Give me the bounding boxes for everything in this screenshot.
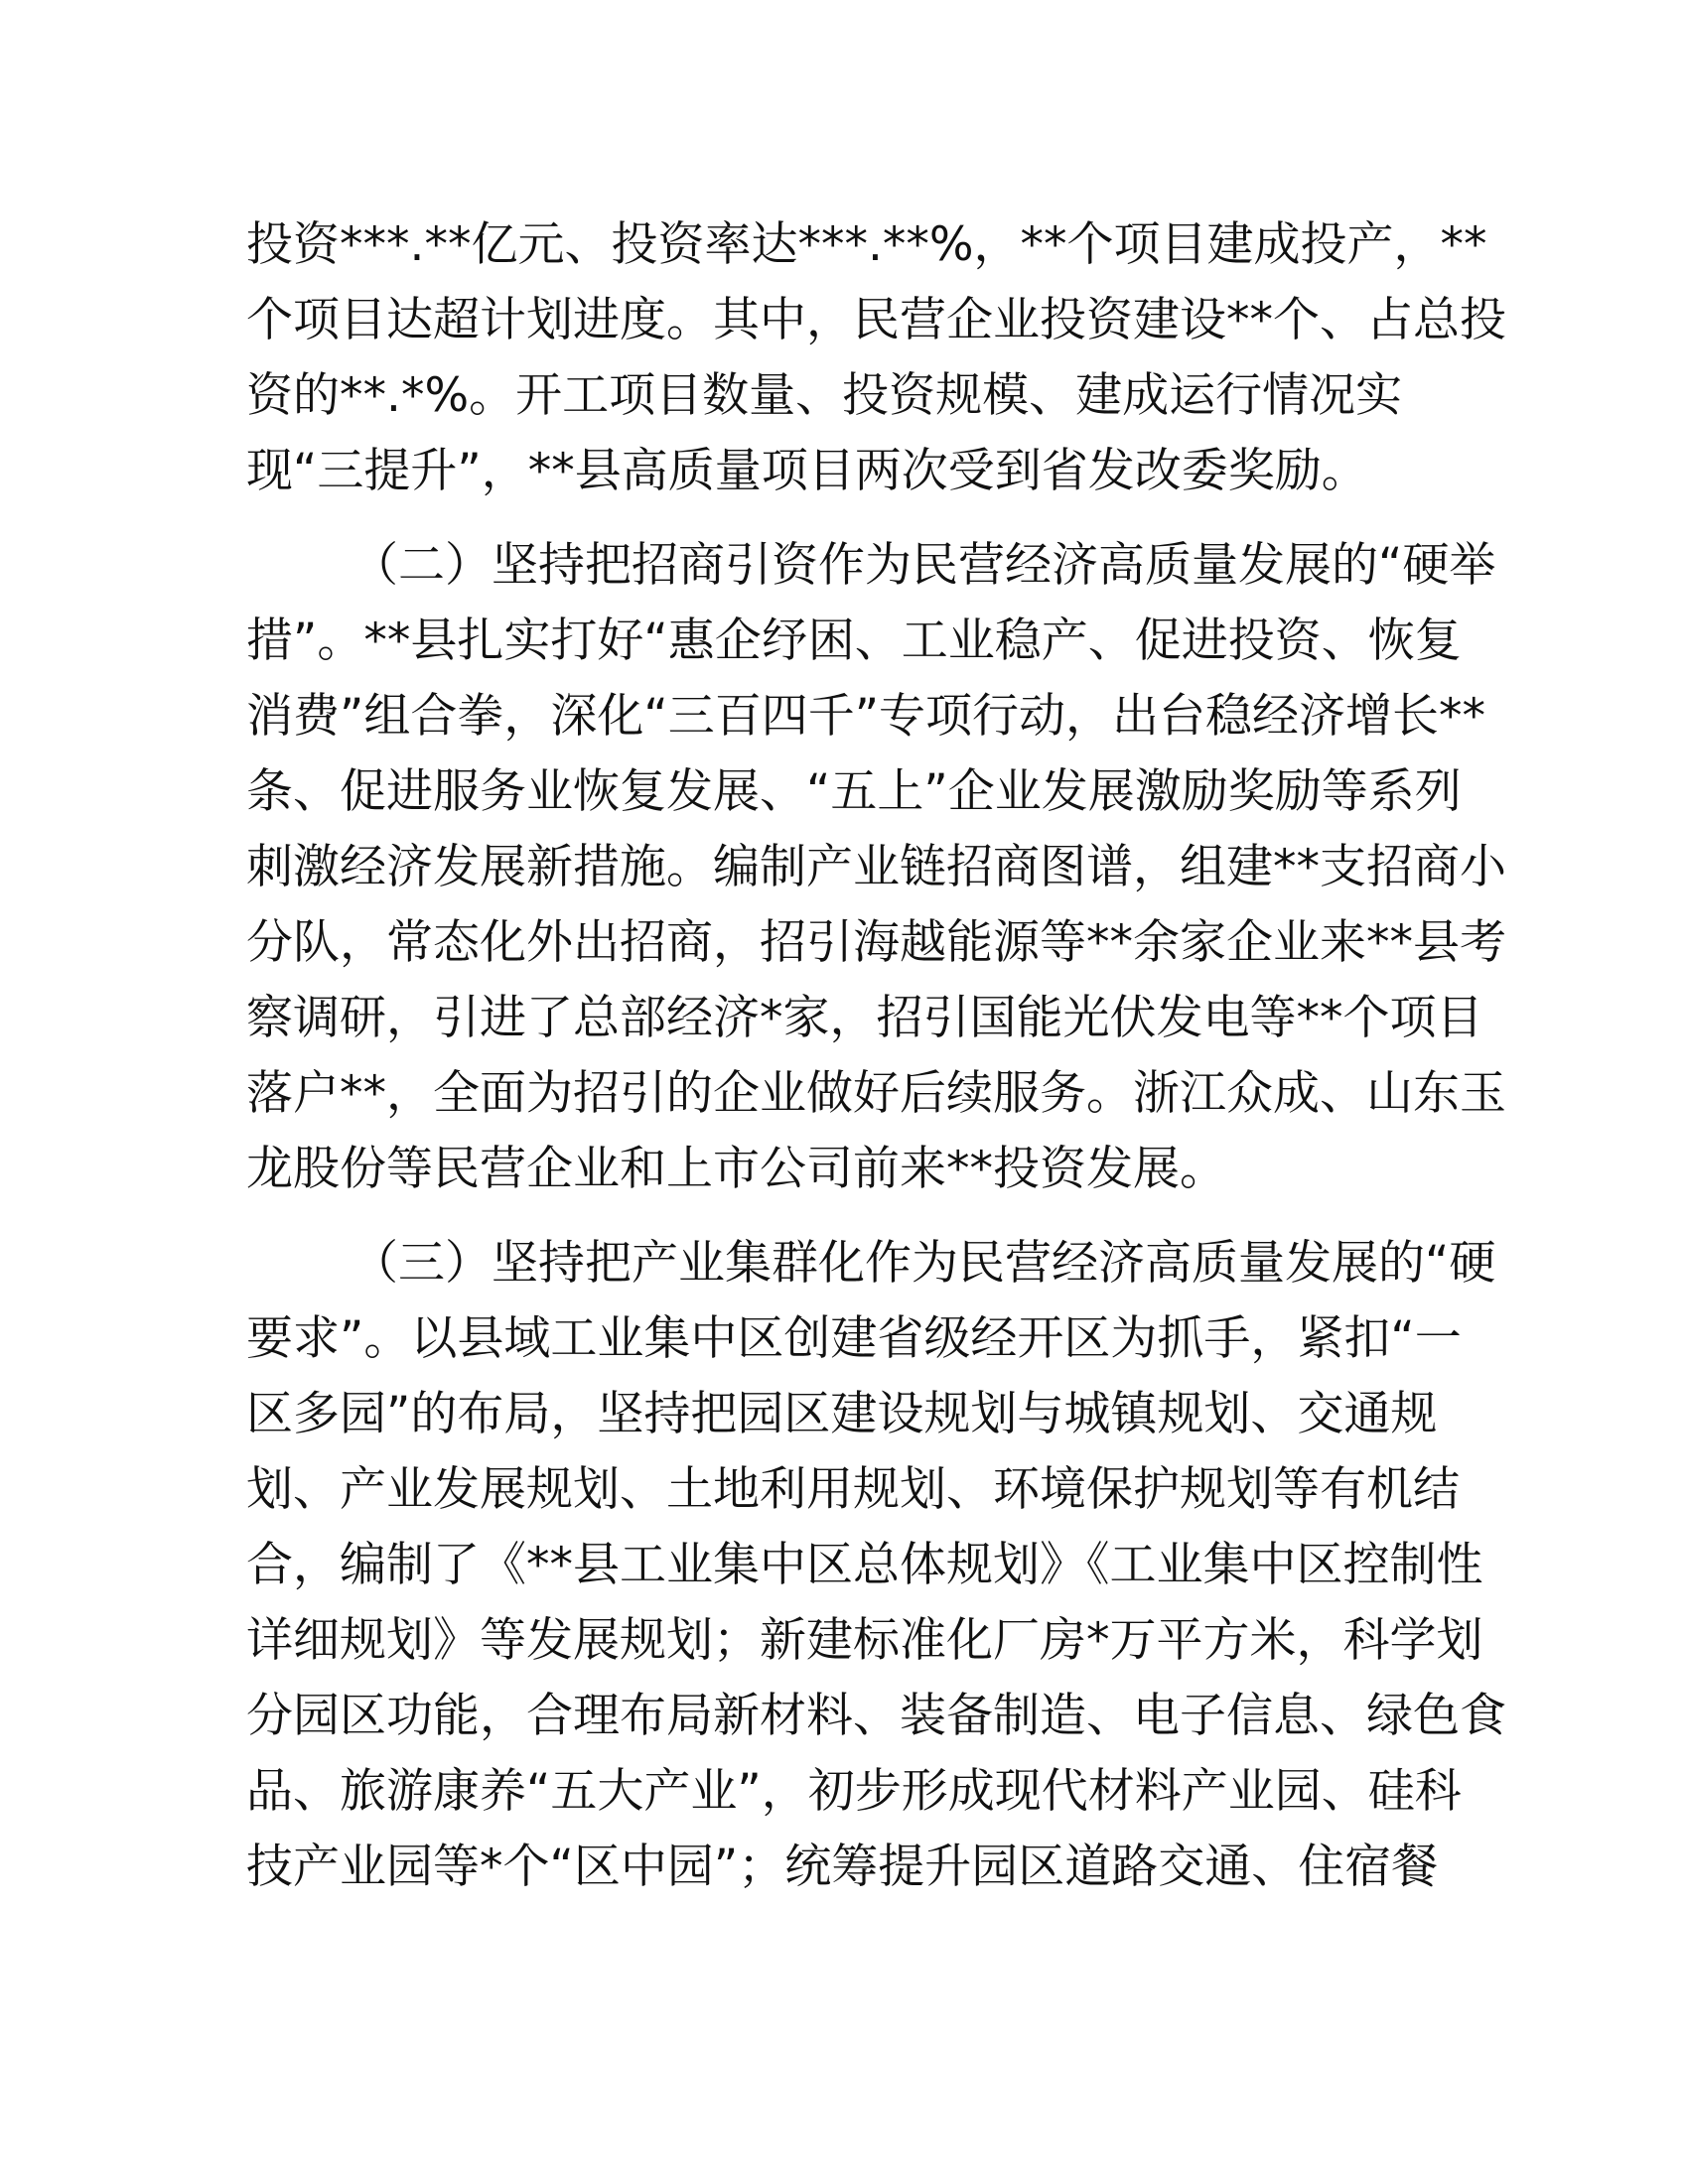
text-line-20: 分园区功能，合理布局新材料、装备制造、电子信息、绿色食 bbox=[246, 1689, 1506, 1743]
text-line-22: 技产业园等*个“区中园”；统筹提升园区道路交通、住宿餐 bbox=[246, 1840, 1439, 1894]
text-line-15: 要求”。以县域工业集中区创建省级经开区为抓手，紧扣“一 bbox=[246, 1311, 1462, 1366]
paragraph-heading-2: （二）坚持把招商引资作为民营经济高质量发展的“硬举 bbox=[352, 538, 1496, 593]
text-line-9: 刺激经济发展新措施。编制产业链招商图谱，组建**支招商小 bbox=[246, 840, 1506, 894]
text-line-13: 龙股份等民营企业和上市公司前来**投资发展。 bbox=[246, 1142, 1226, 1196]
text-line-10: 分队，常态化外出招商，招引海越能源等**余家企业来**县考 bbox=[246, 915, 1506, 970]
text-line-18: 合，编制了《**县工业集中区总体规划》《工业集中区控制性 bbox=[246, 1538, 1483, 1592]
text-line-11: 察调研，引进了总部经济*家，招引国能光伏发电等**个项目 bbox=[246, 991, 1483, 1045]
text-line-16: 区多园”的布局，坚持把园区建设规划与城镇规划、交通规 bbox=[246, 1387, 1438, 1441]
text-line-4: 现“三提升”，**县高质量项目两次受到省发改委奖励。 bbox=[246, 444, 1368, 498]
text-line-1: 投资***.**亿元、投资率达***.**%，**个项目建成投产，** bbox=[246, 217, 1487, 272]
text-line-2: 个项目达超计划进度。其中，民营企业投资建设**个、占总投 bbox=[246, 293, 1506, 347]
text-line-19: 详细规划》等发展规划；新建标准化厂房*万平方米，科学划 bbox=[246, 1613, 1483, 1668]
text-line-12: 落户**，全面为招引的企业做好后续服务。浙江众成、山东玉 bbox=[246, 1066, 1506, 1121]
text-line-6: 措”。**县扎实打好“惠企纾困、工业稳产、促进投资、恢复 bbox=[246, 614, 1462, 668]
text-line-7: 消费”组合拳，深化“三百四千”专项行动，出台稳经济增长** bbox=[246, 689, 1486, 744]
text-line-21: 品、旅游康养“五大产业”，初步形成现代材料产业园、硅科 bbox=[246, 1764, 1462, 1819]
paragraph-heading-3: （三）坚持把产业集群化作为民营经济高质量发展的“硬 bbox=[352, 1236, 1496, 1291]
text-line-17: 划、产业发展规划、土地利用规划、环境保护规划等有机结 bbox=[246, 1462, 1460, 1517]
text-line-8: 条、促进服务业恢复发展、“五上”企业发展激励奖励等系列 bbox=[246, 764, 1462, 819]
text-line-3: 资的**.*%。开工项目数量、投资规模、建成运行情况实 bbox=[246, 368, 1403, 423]
